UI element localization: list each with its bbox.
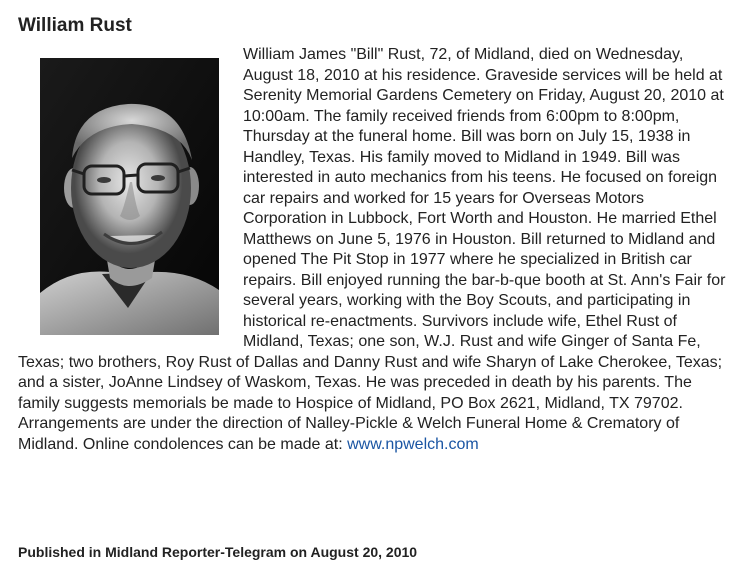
obituary-content [18,45,730,455]
portrait-photo [40,58,219,335]
condolences-link[interactable]: www.npwelch.com [347,435,479,453]
publication-credit: Published in Midland Reporter-Telegram on August 20, 2010 [18,544,418,560]
obituary-title: William Rust [18,15,132,36]
obituary-body: William James "Bill" Rust, 72, of Midland, died on Wednesday, August 18, 2010 at his residence. Graveside services will be held at Serenity Memorial Gardens Cemetery on Friday, August 20, 2010 at 10:00am. The family received friends from 6:00pm to 8:00pm, Thursday at the funeral home. Bill was born on July 15, 1938 in Handley, Texas. His family moved to Midland in 1949. Bill was interested in auto mechanics from his teens. He focused on foreign car repairs and worked for 15 years for Overseas Motors Corporation in Lubbock, Fort Worth and Houston. He married Ethel Matthews on June 5, 1976 in Houston. Bill returned to Midland and opened The Pit Stop in 1977 where he specialized in British car repairs. Bill enjoyed running the bar-b-que booth at St. Ann's Fair for several years, working with the Boy Scouts, and participating in historical re-enactments. Survivors include wife, Ethel Rust of Midland, Texas; one son, W.J. Rust and wife Ginger of Santa Fe, Texas; two brothers, Roy Rust of Dallas and Danny Rust and wife Sharyn of Lake Cherokee, Texas; and a sister, JoAnne Lindsey of Waskom, Texas. He was preceded in death by his parents. The family suggests memorials be made to Hospice of Midland, PO Box 2621, Midland, TX 79702. Arrangements are under the direction of Nalley-Pickle & Welch Funeral Home & Crematory of Midland. Online condolences can be made at: [18,46,726,453]
